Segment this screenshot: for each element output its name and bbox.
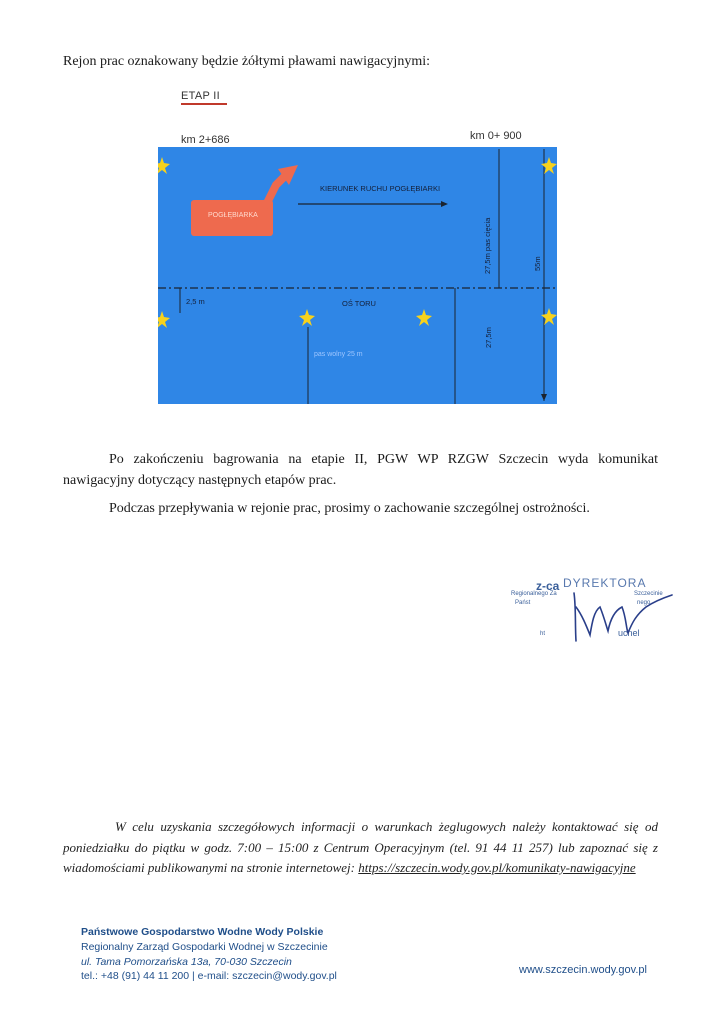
stamp-line: ht bbox=[540, 631, 546, 637]
intro-text: Rejon prac oznakowany będzie żółtymi pławami nawigacyjnymi: bbox=[63, 54, 430, 69]
footer-address: ul. Tama Pomorzańska 13a, 70-030 Szczecin bbox=[81, 956, 292, 968]
paragraph-completion: Po zakończeniu bagrowania na etapie II, PGW WP RZGW Szczecin wyda komunikat nawigacyjny dotyczący następnych etapów prac. bbox=[63, 452, 658, 488]
footer-contact: tel.: +48 (91) 44 11 200 | e-mail: szczecin@wody.gov.pl bbox=[81, 970, 337, 982]
km-left-label: km 2+686 bbox=[181, 134, 230, 146]
stamp-line: DYREKTORA bbox=[563, 576, 647, 590]
axis-label: OŚ TORU bbox=[342, 299, 376, 308]
cut-width-label: 27,5m pas cięcia bbox=[483, 217, 492, 274]
footer-org: Państwowe Gospodarstwo Wodne Wody Polskie bbox=[81, 926, 324, 938]
dredging-diagram bbox=[158, 147, 557, 404]
lower-width-label: 27,5m bbox=[484, 327, 493, 348]
footer-office: Regionalny Zarząd Gospodarki Wodnej w Szczecinie bbox=[81, 941, 328, 953]
stage-underline bbox=[181, 103, 227, 105]
stamp-line: z-ca bbox=[536, 579, 560, 593]
direction-label: KIERUNEK RUCHU POGŁĘBIARKI bbox=[320, 184, 441, 193]
paragraph-caution: Podczas przepływania w rejonie prac, prosimy o zachowanie szczególnej ostrożności. bbox=[109, 501, 590, 516]
dredger-label: POGŁĘBIARKA bbox=[208, 212, 258, 219]
free-lane-label: pas wolny 25 m bbox=[314, 351, 363, 358]
stamp-line: Regionalnego Za bbox=[511, 591, 557, 597]
stamp-line: Szczecinie bbox=[634, 591, 663, 597]
stamp-line: nego bbox=[637, 600, 651, 606]
contact-info-text: W celu uzyskania szczegółowych informacji o warunkach żeglugowych należy kontaktować się od poniedziałku do piątku w godz. 7:00 – 15:00 z Centrum Operacyjnym (tel. 91 44 11 257) lub zapoznać się z wiadomościami publikowanymi na stronie internetowej: bbox=[63, 819, 658, 875]
total-width-label: 55m bbox=[533, 256, 542, 271]
km-right-label: km 0+ 900 bbox=[470, 130, 522, 142]
contact-info bbox=[63, 817, 658, 879]
signature bbox=[560, 585, 676, 645]
stage-label: ETAP II bbox=[181, 90, 220, 102]
stamp-line: ucnel bbox=[618, 628, 640, 638]
footer-website[interactable]: www.szczecin.wody.gov.pl bbox=[519, 964, 647, 976]
offset-label: 2,5 m bbox=[186, 297, 205, 306]
announcements-link[interactable]: https://szczecin.wody.gov.pl/komunikaty-nawigacyjne bbox=[358, 860, 636, 875]
stamp-line: Państ bbox=[515, 600, 531, 606]
